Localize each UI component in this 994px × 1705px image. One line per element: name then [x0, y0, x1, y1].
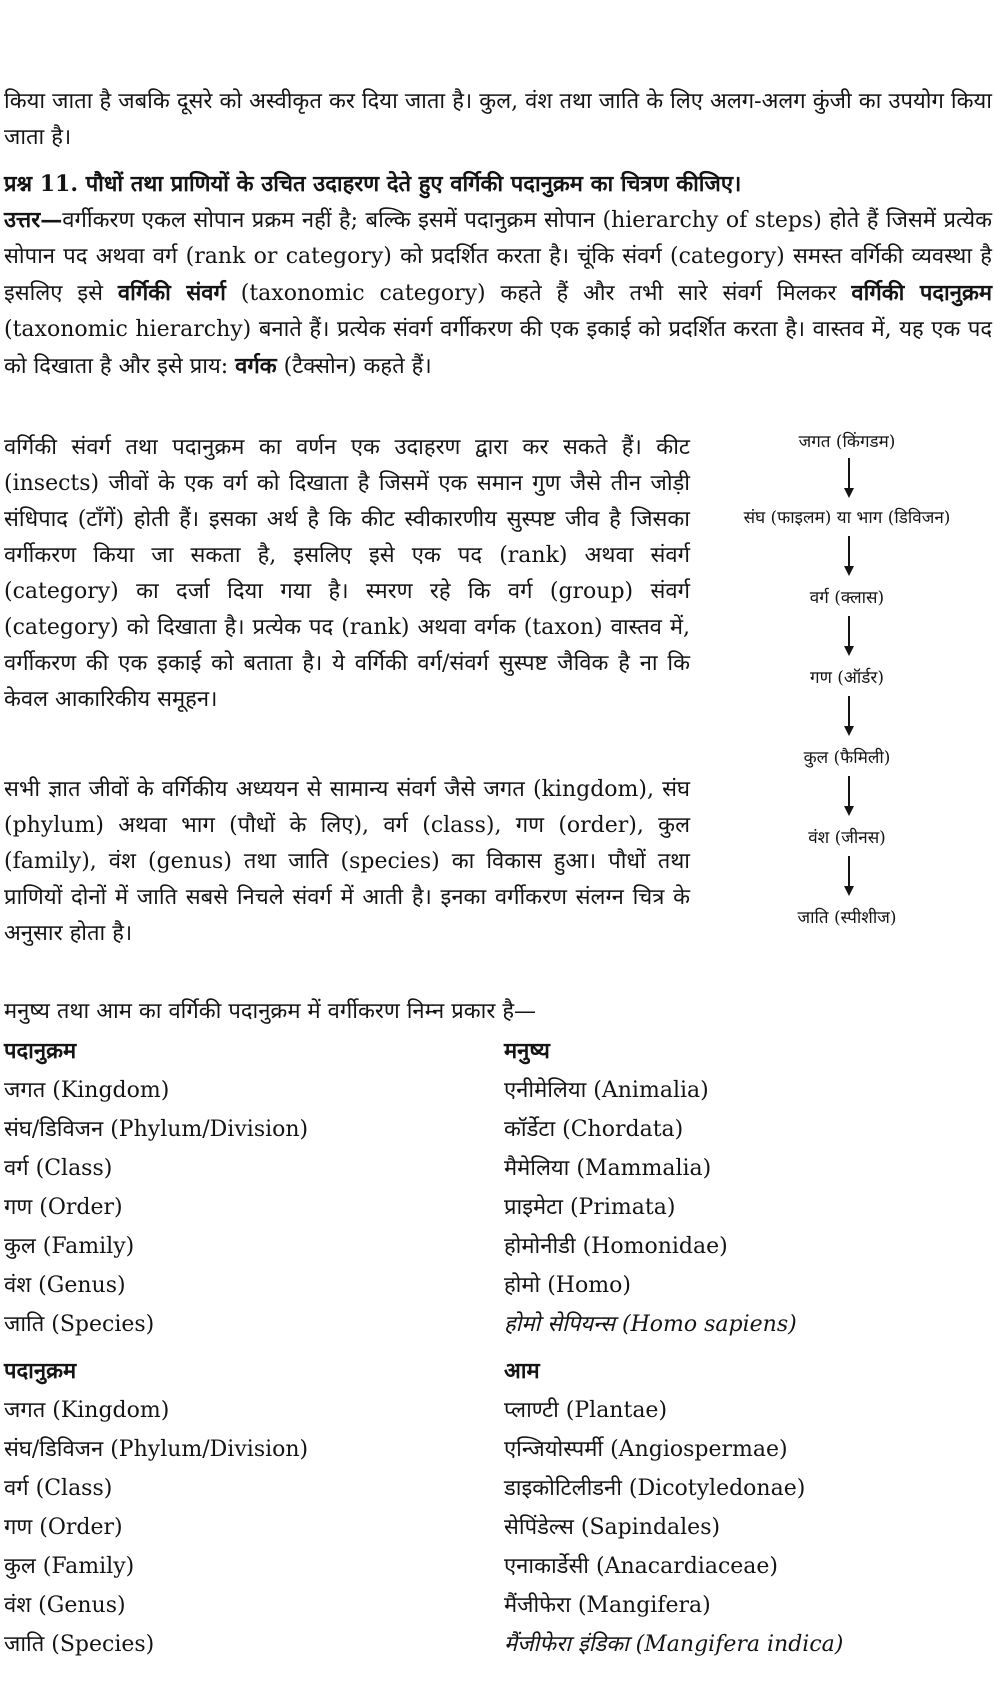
- table-row: [4, 1547, 984, 1586]
- answer-label: उत्तर—: [4, 207, 63, 233]
- value-cell: प्लाण्टी (Plantae): [504, 1398, 668, 1423]
- answer-paragraph-1: [4, 202, 992, 385]
- rank-cell: जगत (Kingdom): [4, 1398, 170, 1423]
- answer-text-1b: (taxonomic category) कहते हैं और तभी सारे संवर्ग मिलकर: [240, 281, 837, 306]
- answer-text-1a: वर्गीकरण एकल सोपान प्रक्रम नहीं है; बल्कि इसमें पदानुक्रम सोपान (hierarchy of steps) होते हैं जिसमें प्रत्येक सोपान पद अथवा वर्ग (rank or category) को प्रदर्शित करता है। चूंकि संवर्ग (category) समस्त वर्गिकी व्यवस्था है इसलिए इसे: [4, 208, 992, 306]
- col-header-human: मनुष्य: [504, 1038, 550, 1064]
- answer-paragraph-4: मनुष्य तथा आम का वर्गिकी पदानुक्रम में वर्गीकरण निम्न प्रकार है—: [4, 999, 537, 1024]
- diagram-node-order: गण (ऑर्डर): [810, 668, 884, 688]
- rank-cell: संघ/डिविजन (Phylum/Division): [4, 1437, 309, 1462]
- rank-cell: वर्ग (Class): [4, 1156, 113, 1181]
- rank-cell: संघ/डिविजन (Phylum/Division): [4, 1117, 309, 1142]
- value-cell: एन्जियोस्पर्मी (Angiospermae): [504, 1437, 788, 1462]
- diagram-node-class: वर्ग (क्लास): [809, 588, 885, 608]
- table-row: [4, 1110, 984, 1149]
- value-cell: मैंजीफेरा इंडिका (Mangifera indica): [504, 1632, 844, 1657]
- diagram-node-species: जाति (स्पीशीज): [797, 908, 897, 928]
- answer-paragraph-2: वर्गिकी संवर्ग तथा पदानुक्रम का वर्णन एक उदाहरण द्वारा कर सकते हैं। कीट (insects) जीवों के एक वर्ग को दिखाता है जिसमें एक समान गुण जैसे तीन जोड़ी संधिपाद (टाँगें) होती हैं। इसका अर्थ है कि कीट स्वीकारणीय सुस्पष्ट जीव है जिसका वर्गीकरण किया जा सकता है, इसलिए इसे एक पद (rank) अथवा संवर्ग (category) का दर्जा दिया गया है। स्मरण रहे कि वर्ग (group) संवर्ग (category) को दिखाता है। प्रत्येक पद (rank) अथवा वर्गक (taxon) वास्तव में, वर्गीकरण की एक इकाई को बताता है। ये वर्गिकी वर्ग/संवर्ग सुस्पष्ट जैविक है ना कि केवल आकारिकीय समूहन।: [4, 435, 690, 712]
- intro-paragraph: किया जाता है जबकि दूसरे को अस्वीकृत कर दिया जाता है। कुल, वंश तथा जाति के लिए अलग-अलग कुंजी का उपयोग किया जाता है।: [4, 89, 992, 150]
- table-row: [4, 1188, 984, 1227]
- diagram-node-phylum: संघ (फाइलम) या भाग (डिविजन): [743, 508, 951, 528]
- table-row: [4, 1305, 984, 1344]
- rank-cell: गण (Order): [4, 1515, 123, 1540]
- value-cell: होमोनीडी (Homonidae): [504, 1234, 728, 1259]
- table-header-row: [4, 1032, 984, 1071]
- col-header-hierarchy: पदानुक्रम: [4, 1358, 77, 1384]
- table-row: [4, 1586, 984, 1625]
- down-arrow-icon: [844, 856, 854, 896]
- human-classification-table: [4, 1032, 984, 1344]
- value-cell: एनाकार्डेसी (Anacardiaceae): [504, 1554, 779, 1579]
- table-row: [4, 1149, 984, 1188]
- rank-cell: गण (Order): [4, 1195, 123, 1220]
- rank-cell: कुल (Family): [4, 1234, 135, 1259]
- table-header-row: [4, 1352, 984, 1391]
- down-arrow-icon: [844, 458, 854, 498]
- rank-cell: वर्ग (Class): [4, 1476, 113, 1501]
- table-row: [4, 1266, 984, 1305]
- col-header-hierarchy: पदानुक्रम: [4, 1038, 77, 1064]
- value-cell: सेपिंडेल्स (Sapindales): [504, 1515, 721, 1540]
- rank-cell: जाति (Species): [4, 1632, 155, 1657]
- value-cell: एनीमेलिया (Animalia): [504, 1078, 709, 1103]
- answer-text-1c: (taxonomic hierarchy) बनाते हैं। प्रत्येक संवर्ग वर्गीकरण की एक इकाई को प्रदर्शित करता है। वास्तव में, यह एक पद को दिखाता है और इसे प्राय:: [4, 317, 992, 379]
- term-taxon: वर्गक: [235, 353, 277, 379]
- value-cell: प्राइमेटा (Primata): [504, 1195, 676, 1220]
- down-arrow-icon: [844, 536, 854, 576]
- rank-cell: जाति (Species): [4, 1312, 155, 1337]
- rank-cell: वंश (Genus): [4, 1273, 126, 1298]
- table-row: [4, 1508, 984, 1547]
- answer-text-1d: (टैक्सोन) कहते हैं।: [283, 354, 432, 379]
- table-row: [4, 1469, 984, 1508]
- question-number: प्रश्न 11.: [4, 171, 79, 197]
- value-cell: मैंजीफेरा (Mangifera): [504, 1593, 711, 1618]
- diagram-node-kingdom: जगत (किंगडम): [798, 432, 896, 452]
- table-row: [4, 1391, 984, 1430]
- down-arrow-icon: [844, 696, 854, 736]
- value-cell: मैमेलिया (Mammalia): [504, 1156, 712, 1181]
- table-row: [4, 1430, 984, 1469]
- answer-paragraph-3: सभी ज्ञात जीवों के वर्गिकीय अध्ययन से सामान्य संवर्ग जैसे जगत (kingdom), संघ (phylum) अथवा भाग (पौधों के लिए), वर्ग (class), गण (order), कुल (family), वंश (genus) तथा जाति (species) का विकास हुआ। पौधों तथा प्राणियों दोनों में जाति सबसे निचले संवर्ग में आती है। इनका वर्गीकरण संलग्न चित्र के अनुसार होता है।: [4, 777, 690, 946]
- question-heading: [4, 166, 992, 202]
- rank-cell: कुल (Family): [4, 1554, 135, 1579]
- rank-cell: जगत (Kingdom): [4, 1078, 170, 1103]
- hierarchy-diagram: [700, 426, 994, 946]
- term-taxonomic-hierarchy: वर्गिकी पदानुक्रम: [851, 280, 993, 306]
- value-cell: कॉर्डेटा (Chordata): [504, 1117, 684, 1142]
- value-cell: होमो (Homo): [504, 1273, 631, 1298]
- rank-cell: वंश (Genus): [4, 1593, 126, 1618]
- table-row: [4, 1625, 984, 1664]
- table-row: [4, 1227, 984, 1266]
- mango-classification-table: [4, 1352, 984, 1664]
- col-header-mango: आम: [504, 1358, 540, 1384]
- term-taxonomic-category: वर्गिकी संवर्ग: [117, 280, 226, 306]
- diagram-node-genus: वंश (जीनस): [808, 828, 886, 848]
- down-arrow-icon: [844, 776, 854, 816]
- question-text: पौधों तथा प्राणियों के उचित उदाहरण देते हुए वर्गिकी पदानुक्रम का चित्रण कीजिए।: [85, 171, 742, 197]
- diagram-node-family: कुल (फैमिली): [803, 748, 891, 768]
- value-cell: डाइकोटिलीडनी (Dicotyledonae): [504, 1476, 806, 1501]
- table-row: [4, 1071, 984, 1110]
- down-arrow-icon: [844, 616, 854, 656]
- value-cell: होमो सेपियन्स (Homo sapiens): [504, 1312, 797, 1337]
